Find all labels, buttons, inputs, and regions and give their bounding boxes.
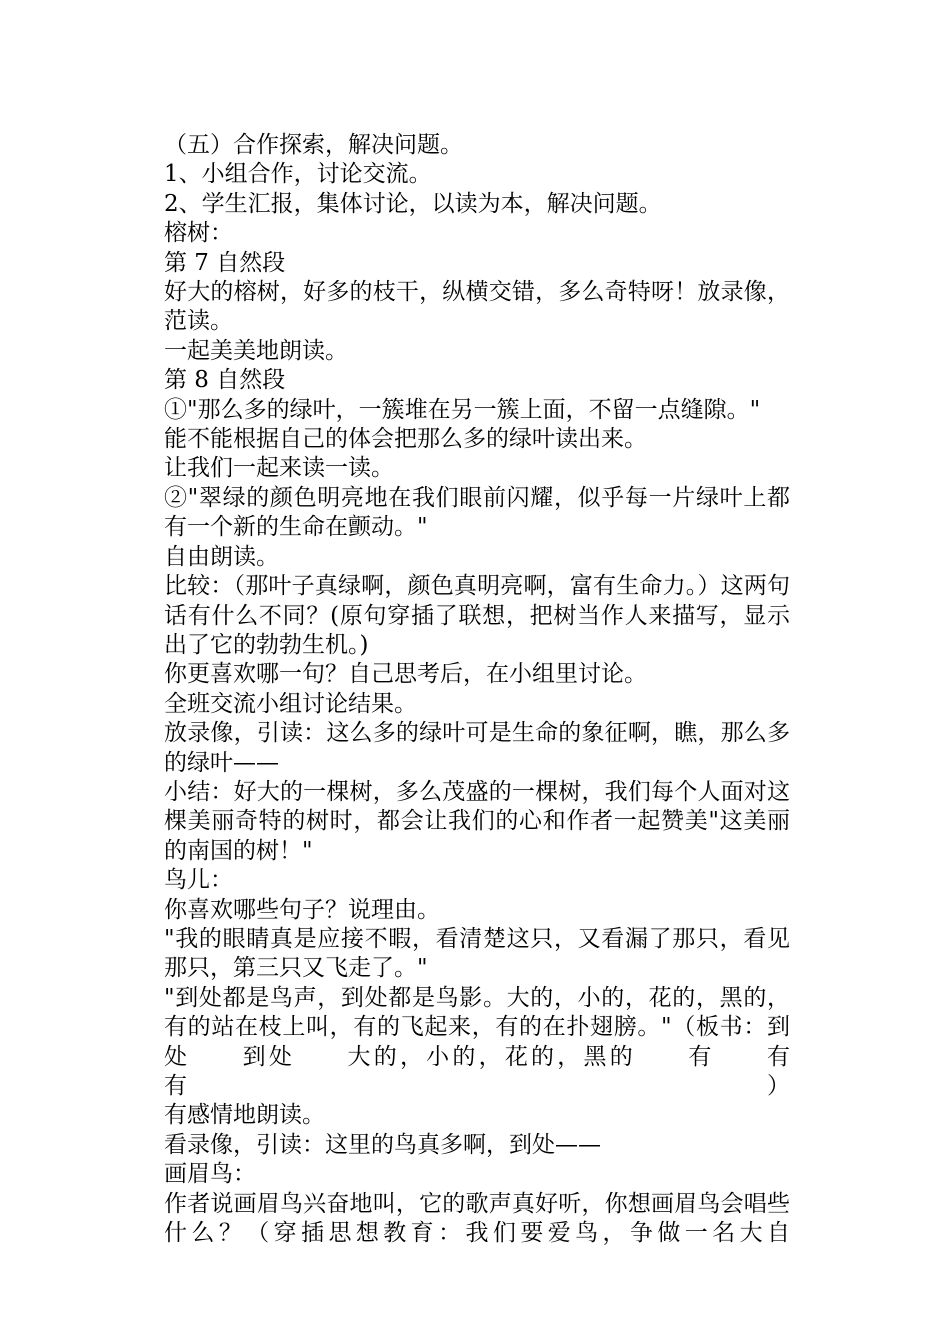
paragraph: 作者说画眉鸟兴奋地叫，它的歌声真好听，你想画眉鸟会唱些什么？（穿插思想教育：我们要爱鸟，争做一名大自 [164, 1190, 790, 1247]
section-heading: （五）合作探索，解决问题。 [164, 132, 463, 158]
paragraph: 你更喜欢哪一句？自己思考后，在小组里讨论。 [164, 661, 647, 688]
subheading: 榕树： [164, 220, 233, 247]
quote: ①"那么多的绿叶，一簇堆在另一簇上面，不留一点缝隙。" [164, 396, 761, 423]
summary: 小结：好大的一棵树，多么茂盛的一棵树，我们每个人面对这棵美丽奇特的树时，都会让我们的心和作者一起赞美"这美丽的南国的树！" [164, 778, 790, 864]
paragraph: 好大的榕树，好多的枝干，纵横交错，多么奇特呀！放录像，范读。 [164, 279, 790, 335]
quote: ②"翠绿的颜色明亮地在我们眼前闪耀，似乎每一片绿叶上都有一个新的生命在颤动。" [164, 484, 790, 541]
subheading: 画眉鸟： [164, 1161, 256, 1188]
paragraph: 让我们一起来读一读。 [164, 455, 394, 482]
paragraph: 看录像，引读：这里的鸟真多啊，到处—— [164, 1131, 601, 1158]
step-item: 1、小组合作，讨论交流。 [164, 161, 432, 188]
quote: "我的眼睛真是应接不暇，看清楚这只，又看漏了那只，看见那只，第三只又飞走了。" [164, 925, 790, 982]
paragraph: 能不能根据自己的体会把那么多的绿叶读出来。 [164, 426, 647, 453]
document-body [164, 131, 836, 1248]
paragraph: 放录像，引读：这么多的绿叶可是生命的象征啊，瞧，那么多的绿叶—— [164, 720, 790, 776]
step-item: 2、学生汇报，集体讨论，以读为本，解决问题。 [164, 190, 662, 217]
paragraph: 全班交流小组讨论结果。 [164, 690, 417, 717]
paragraph: 有感情地朗读。 [164, 1102, 325, 1129]
paragraph-label: 第 7 自然段 [164, 249, 286, 276]
paragraph: 你喜欢哪些句子？说理由。 [164, 896, 440, 923]
subheading: 鸟儿： [164, 867, 233, 894]
paragraph: 自由朗读。 [164, 543, 279, 570]
paragraph-label: 第 8 自然段 [164, 367, 286, 394]
paragraph: 一起美美地朗读。 [164, 337, 348, 364]
paragraph: 比较：（那叶子真绿啊，颜色真明亮啊，富有生命力。）这两句话有什么不同？(原句穿插了联想，把树当作人来描写，显示出了它的勃勃生机。) [164, 573, 790, 658]
quote: "到处都是鸟声，到处都是鸟影。大的，小的，花的，黑的，有的站在枝上叫，有的飞起来，有的在扑翅膀。"（板书：到处 到处 大的，小的，花的，黑的 有 有 有） [164, 984, 836, 1099]
